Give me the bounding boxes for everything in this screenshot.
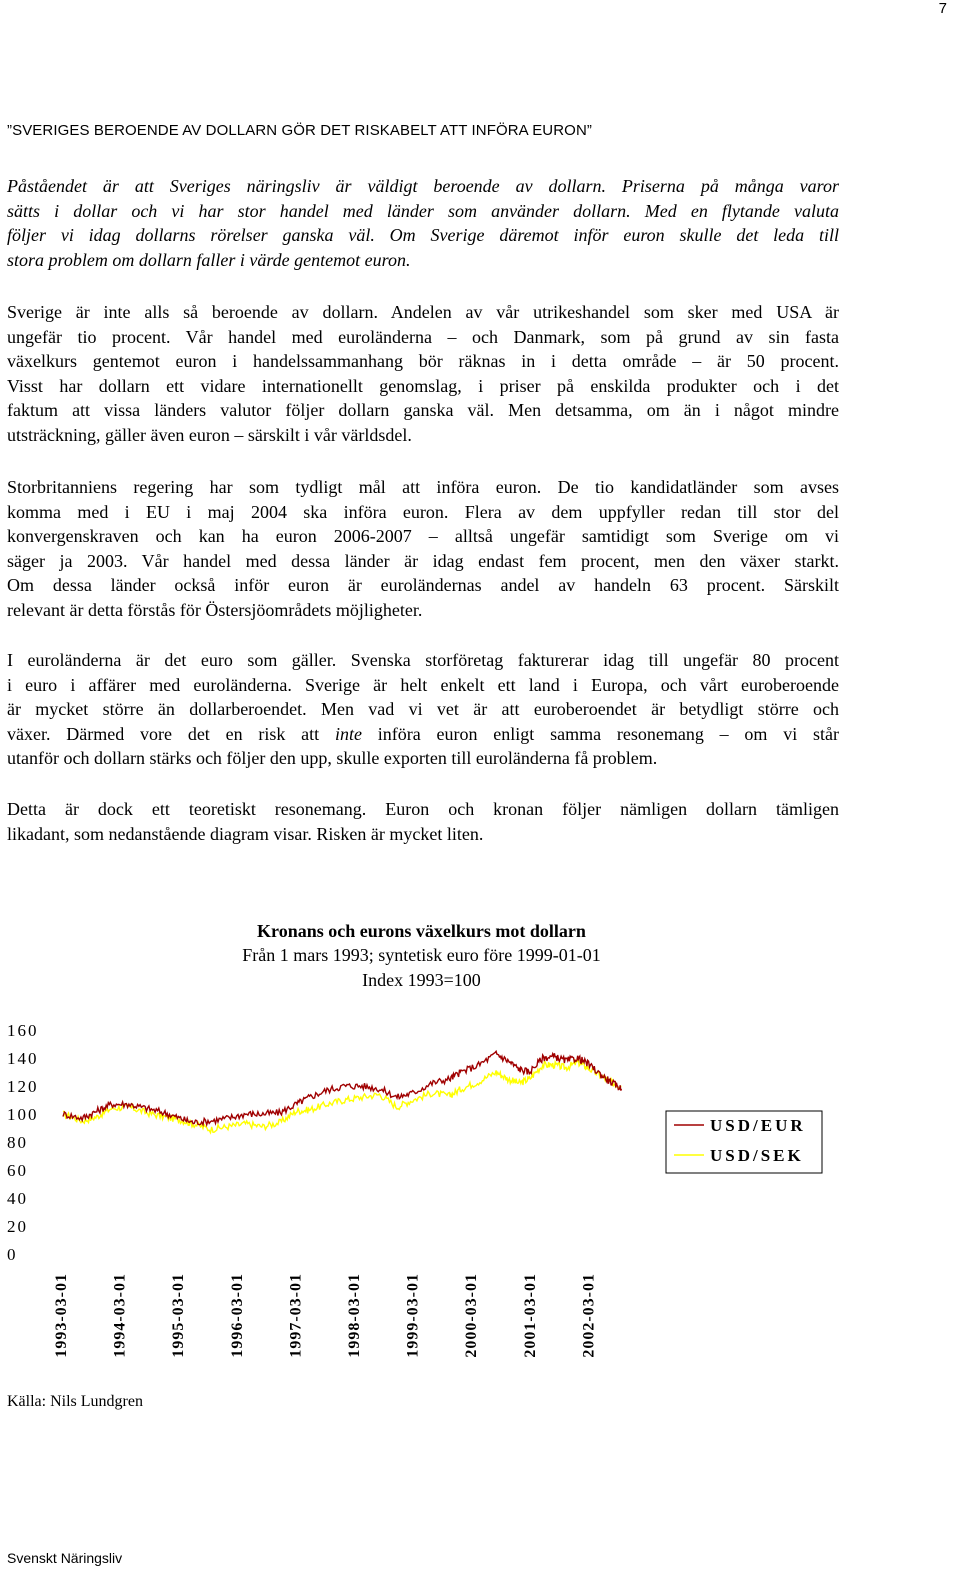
paragraph-3-line: Om dessa länder också inför euron är euroländernas andel av handeln 63 procent. Särskilt	[7, 575, 839, 595]
x-tick-label: 1994-03-01	[111, 1273, 129, 1358]
y-tick-label: 100	[7, 1105, 39, 1124]
paragraph-3-line: komma med i EU i maj 2004 ska införa euron. Flera av dem uppfyller redan till stor del	[7, 501, 839, 522]
x-tick-label: 2001-03-01	[521, 1273, 539, 1358]
paragraph-1-line: stora problem om dollarn faller i värde gentemot euron.	[7, 249, 411, 270]
chart-subtitle: Från 1 mars 1993; syntetisk euro före 1999-01-01	[242, 945, 601, 965]
paragraph-2-line: växelkurs gentemot euron i handelssammanhang bör räknas in i detta område – är 50 procent.	[7, 351, 839, 371]
y-tick-label: 140	[7, 1049, 39, 1068]
section-heading: ”SVERIGES BEROENDE AV DOLLARN GÖR DET RISKABELT ATT INFÖRA EURON”	[7, 122, 592, 139]
paragraph-5-line: Detta är dock ett teoretiskt resonemang. Euron och kronan följer nämligen dollarn tämligen	[7, 799, 839, 819]
x-tick-label: 1999-03-01	[404, 1273, 422, 1358]
paragraph-2-line: utsträckning, gäller även euron – särskilt i vår världsdel.	[7, 424, 412, 445]
chart-title: Kronans och eurons växelkurs mot dollarn	[257, 921, 586, 941]
paragraph-1-line: sätts i dollar och vi har stor handel med länder som använder dollarn. Med en flytande valuta	[7, 200, 839, 221]
x-tick-label: 1996-03-01	[228, 1273, 246, 1358]
x-tick-label: 2000-03-01	[463, 1273, 481, 1358]
paragraph-3-line: säger ja 2003. Vår handel med dessa länder är idag endast fem procent, men den växer starkt.	[7, 550, 839, 571]
chart-subtitle-index: Index 1993=100	[362, 970, 481, 990]
exchange-rate-chart	[0, 1010, 960, 1410]
x-tick-label: 2002-03-01	[580, 1273, 598, 1358]
legend-label: USD/SEK	[710, 1146, 804, 1165]
paragraph-5	[7, 797, 839, 846]
x-tick-label: 1998-03-01	[346, 1273, 363, 1358]
x-tick-label: 1997-03-01	[287, 1273, 305, 1358]
paragraph-3	[7, 475, 839, 622]
paragraph-5-line: likadant, som nedanstående diagram visar. Risken är mycket liten.	[7, 823, 484, 844]
y-tick-label: 20	[7, 1217, 28, 1236]
series-line-usd-sek	[63, 1059, 621, 1132]
paragraph-4-line: I euroländerna är det euro som gäller. Svenska storföretag fakturerar idag till ungefär 80 procent	[7, 650, 839, 670]
y-axis	[7, 1021, 39, 1264]
paragraph-2-line: faktum att vissa länders valutor följer dollarn ganska väl. Men detsamma, om än i något mindre	[7, 400, 839, 420]
chart-series	[63, 1051, 621, 1132]
paragraph-2-line: Visst har dollarn ett vidare internationellt genomslag, i priser på enskilda produkter och i det	[7, 375, 839, 396]
paragraph-1-line: följer vi idag dollarns rörelser ganska väl. Om Sverige däremot inför euron skulle det leda till	[7, 225, 839, 245]
x-tick-label: 1995-03-01	[170, 1273, 188, 1358]
paragraph-1	[7, 174, 839, 272]
paragraph-4-line: utanför och dollarn stärks och följer den upp, skulle exporten till euroländerna få problem.	[7, 748, 658, 768]
paragraph-2-line: ungefär tio procent. Vår handel med euroländerna – och Danmark, som på grund av sin fasta	[7, 326, 839, 347]
x-tick-label: 1993-03-01	[53, 1273, 70, 1358]
paragraph-1-line: Påståendet är att Sveriges näringsliv är väldigt beroende av dollarn. Priserna på många varor	[7, 176, 839, 196]
paragraph-4-line	[7, 722, 839, 747]
text-run: införa euron enligt samma resonemang – om vi står	[361, 723, 840, 744]
legend-label: USD/EUR	[710, 1116, 806, 1135]
chart-source: Källa: Nils Lundgren	[7, 1393, 143, 1410]
paragraph-3-line: konvergenskraven och kan ha euron 2006-2007 – alltså ungefär samtidigt som Sverige om vi	[7, 526, 839, 546]
paragraph-4-line: i euro i affärer med euroländerna. Sverige är helt enkelt ett land i Europa, och vårt euroberoende	[7, 674, 839, 695]
y-tick-label: 40	[7, 1189, 28, 1208]
text-run: växer. Därmed vore det en risk att	[7, 723, 335, 744]
y-tick-label: 80	[7, 1133, 28, 1152]
paragraph-3-line: Storbritanniens regering har som tydligt mål att införa euron. De tio kandidatländer som avses	[7, 477, 839, 497]
page-number: 7	[938, 0, 947, 17]
y-tick-label: 60	[7, 1161, 28, 1180]
paragraph-4-line: är mycket större än dollarberoendet. Men vad vi vet är att euroberoendet är betydligt större och	[7, 699, 839, 719]
page-footer: Svenskt Näringsliv	[7, 1550, 123, 1566]
x-axis	[53, 1273, 597, 1358]
y-tick-label: 0	[7, 1245, 18, 1264]
paragraph-4	[7, 648, 839, 771]
paragraph-2	[7, 300, 839, 447]
paragraph-3-line: relevant är detta förstås för Östersjöområdets möjligheter.	[7, 599, 423, 620]
y-tick-label: 160	[7, 1021, 39, 1040]
emphasis-inte: inte	[334, 723, 362, 744]
paragraph-2-line: Sverige är inte alls så beroende av dollarn. Andelen av vår utrikeshandel som sker med USA är	[7, 302, 839, 322]
chart-legend	[666, 1111, 822, 1173]
y-tick-label: 120	[7, 1077, 39, 1096]
